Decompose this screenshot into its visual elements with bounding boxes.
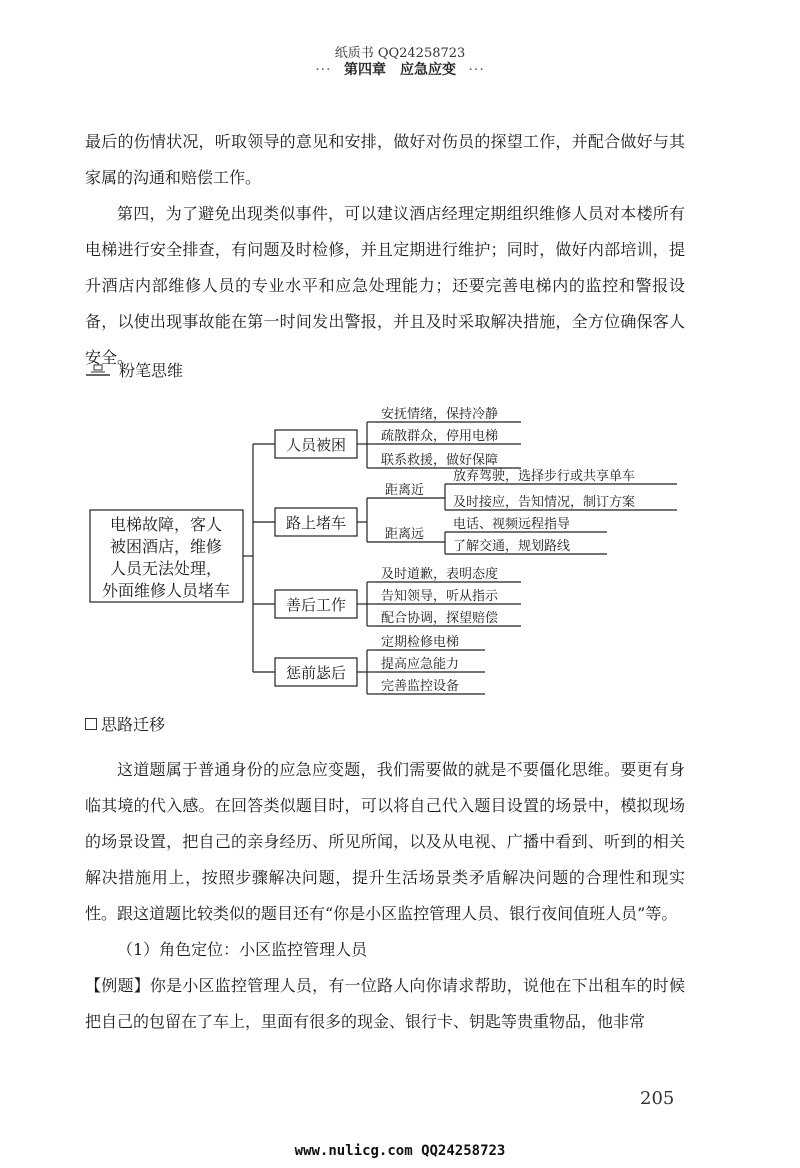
leaf-near-2: 及时接应，告知情况，制订方案 xyxy=(453,495,636,510)
running-header-qq: 纸质书 QQ24258723 xyxy=(334,46,466,61)
paragraph-2: 第四，为了避免出现类似事件，可以建议酒店经理定期组织维修人员对本楼所有电梯进行安全排查，有问题及时检修，并且定期进行维护；同时，做好内部培训，提升酒店内部维修人员的专业水平和应急处理能力；还要完善电梯内的监控和警报设备，以使出现事故能在第一时间发出警报，并且及时采取解决措施，全方位确保客人安全。 xyxy=(85,204,685,367)
leaf-b1-1: 安抚情绪，保持冷静 xyxy=(381,407,499,422)
leaf-b4-1: 定期检修电梯 xyxy=(381,635,460,650)
page-number: 205 xyxy=(640,1088,675,1109)
paragraph-4: （1）角色定位：小区监控管理人员 xyxy=(117,940,368,959)
leaf-b1-3: 联系救援，做好保障 xyxy=(381,453,499,468)
paragraph-5: 【例题】你是小区监控管理人员，有一位路人向你请求帮助，说他在下出租车的时候把自己的包留在了车上，里面有很多的现金、银行卡、钥匙等贵重物品，他非常 xyxy=(85,976,685,1031)
leaf-near-1: 放弃驾驶，选择步行或共享单车 xyxy=(453,469,636,484)
leaf-b4-2: 提高应急能力 xyxy=(381,657,460,672)
header-dots-left: ··· xyxy=(315,62,332,78)
leaf-b3-3: 配合协调，探望赔偿 xyxy=(381,611,499,626)
root-line-1: 电梯故障，客人 xyxy=(109,515,223,534)
leaf-b3-2: 告知领导，听从指示 xyxy=(381,589,499,604)
sub-branch-near: 距离近 xyxy=(385,483,425,498)
footer-watermark: www.nulicg.com QQ24258723 xyxy=(294,1143,506,1159)
paragraph-3: 这道题属于普通身份的应急应变题，我们需要做的就是不要僵化思维。要更有身临其境的代入感。在回答类似题目时，可以将自己代入题目设置的场景中，模拟现场的场景设置，把自己的亲身经历、所见所闻，以及从电视、广播中看到、听到的相关解决措施用上，按照步骤解决问题，提升生活场景类矛盾解决问题的合理性和现实性。跟这道题比较类似的题目还有“你是小区监控管理人员、银行夜间值班人员”等。 xyxy=(85,760,685,923)
chapter-title: 第四章 应急应变 xyxy=(344,62,456,78)
branch-trapped: 人员被困 xyxy=(285,436,347,454)
branch-prevention: 惩前毖后 xyxy=(285,664,347,682)
header-dots-right: ··· xyxy=(468,62,485,78)
leaf-b3-1: 及时道歉，表明态度 xyxy=(381,567,499,582)
chalk-icon xyxy=(85,363,111,377)
branch-aftermath: 善后工作 xyxy=(285,596,347,614)
sub-branch-far: 距离远 xyxy=(385,527,425,542)
mind-map-diagram xyxy=(85,392,685,702)
leaf-b4-3: 完善监控设备 xyxy=(381,679,460,694)
running-header-chapter xyxy=(0,59,800,79)
transfer-heading xyxy=(85,712,165,735)
chalk-thinking-heading xyxy=(85,358,183,381)
leaf-far-2: 了解交通，规划路线 xyxy=(453,539,571,554)
root-line-2: 被困酒店，维修 xyxy=(109,537,223,556)
paragraph-1: 最后的伤情状况，听取领导的意见和安排，做好对伤员的探望工作，并配合做好与其家属的沟通和赔偿工作。 xyxy=(85,132,685,187)
leaf-b1-2: 疏散群众，停用电梯 xyxy=(381,429,499,444)
root-line-3: 人员无法处理， xyxy=(109,559,223,578)
transfer-title: 思路迁移 xyxy=(101,715,166,734)
chalk-thinking-title: 粉笔思维 xyxy=(119,361,184,380)
branch-traffic: 路上堵车 xyxy=(285,514,347,532)
square-icon xyxy=(85,718,97,730)
root-line-4: 外面维修人员堵车 xyxy=(101,581,231,600)
leaf-far-1: 电话、视频远程指导 xyxy=(453,517,571,532)
mind-map xyxy=(85,392,685,702)
